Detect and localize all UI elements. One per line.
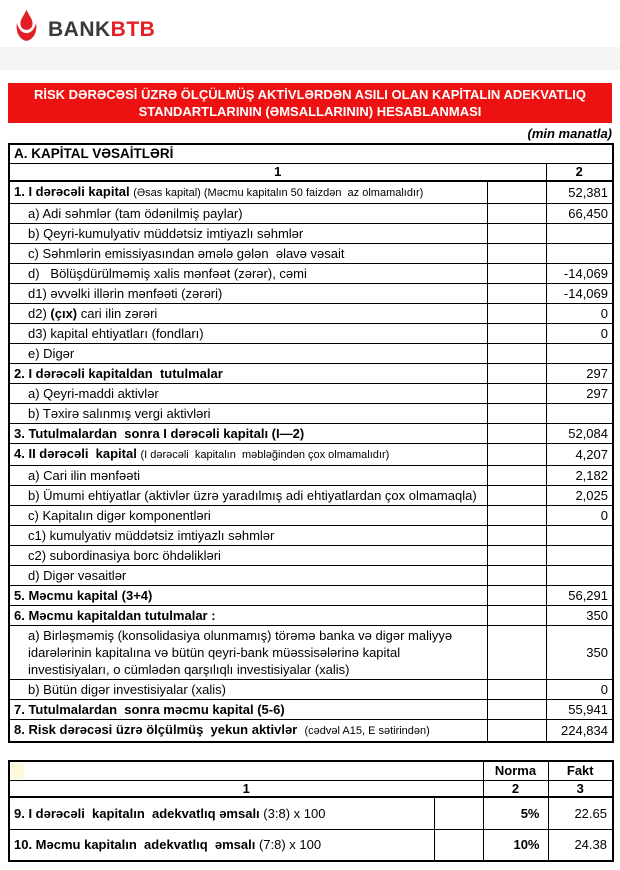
capital-table-row bbox=[9, 606, 613, 626]
label-text: b) Bütün digər investisiyalar (xalis) bbox=[28, 682, 226, 697]
row-spacer-cell bbox=[487, 700, 546, 720]
capital-table-row bbox=[9, 506, 613, 526]
row-value: 56,291 bbox=[546, 586, 613, 606]
capital-table-row bbox=[9, 720, 613, 743]
capital-table-row bbox=[9, 466, 613, 486]
row-label bbox=[9, 264, 487, 284]
label-bold-text: 2. I dərəcəli kapitaldan tutulmalar bbox=[14, 366, 223, 381]
capital-table-row bbox=[9, 680, 613, 700]
label-bold-text: 1. I dərəcəli kapital bbox=[14, 184, 134, 199]
row-value: 0 bbox=[546, 506, 613, 526]
label-text: d2) bbox=[28, 306, 51, 321]
capital-table-row bbox=[9, 626, 613, 680]
label-bold-text: (çıx) bbox=[50, 306, 78, 321]
capital-table-row bbox=[9, 264, 613, 284]
row-label bbox=[9, 181, 487, 204]
capital-table-row bbox=[9, 204, 613, 224]
row-norma-value: 10% bbox=[483, 829, 548, 861]
row-value bbox=[546, 526, 613, 546]
label-bold-text: 7. Tutulmalardan sonra məcmu kapital (5-6) bbox=[14, 702, 285, 717]
label-bold-text: 9. I dərəcəli kapitalın adekvatlıq əmsalı bbox=[14, 805, 264, 821]
row-label bbox=[9, 586, 487, 606]
row-value: 4,207 bbox=[546, 444, 613, 466]
ratio-header-empty-cell bbox=[9, 761, 483, 780]
label-bold-text: 8. Risk dərəcəsi üzrə ölçülmüş yekun aktivlər bbox=[14, 722, 305, 737]
row-value: -14,069 bbox=[546, 264, 613, 284]
row-spacer-cell bbox=[487, 284, 546, 304]
row-label bbox=[9, 797, 434, 829]
label-text: a) Qeyri-maddi aktivlər bbox=[28, 386, 159, 401]
row-value: 55,941 bbox=[546, 700, 613, 720]
label-text: e) Digər bbox=[28, 346, 75, 361]
row-value bbox=[546, 244, 613, 264]
report-title-line1: RİSK DƏRƏCƏSİ ÜZRƏ ÖLÇÜLMÜŞ AKTİVLƏRDƏN ASILI OLAN KAPİTALIN ADEKVATLIQ bbox=[33, 87, 587, 102]
row-spacer-cell bbox=[487, 526, 546, 546]
row-label bbox=[9, 304, 487, 324]
label-text: c) Kapitalın digər komponentləri bbox=[28, 508, 211, 523]
row-fakt-value: 24.38 bbox=[548, 829, 613, 861]
capital-table-row bbox=[9, 364, 613, 384]
label-bold-text: 6. Məcmu kapitaldan tutulmalar : bbox=[14, 608, 216, 623]
row-spacer-cell bbox=[487, 586, 546, 606]
col-number-1: 1 bbox=[9, 780, 483, 797]
row-spacer-cell bbox=[487, 324, 546, 344]
capital-table-row bbox=[9, 284, 613, 304]
row-spacer-cell bbox=[487, 506, 546, 526]
capital-table-row bbox=[9, 566, 613, 586]
row-value: 2,025 bbox=[546, 486, 613, 506]
label-text: d) Digər vəsaitlər bbox=[28, 568, 127, 583]
capital-table-row bbox=[9, 424, 613, 444]
capital-table-row bbox=[9, 700, 613, 720]
label-bold-text: 4. II dərəcəli kapital bbox=[14, 446, 141, 461]
row-label bbox=[9, 720, 487, 743]
col-header-1: 1 bbox=[9, 163, 546, 181]
capital-table-row bbox=[9, 586, 613, 606]
row-value bbox=[546, 566, 613, 586]
row-spacer-cell bbox=[487, 204, 546, 224]
row-value: 0 bbox=[546, 324, 613, 344]
row-spacer-cell bbox=[487, 264, 546, 284]
row-label bbox=[9, 526, 487, 546]
row-value: 0 bbox=[546, 304, 613, 324]
row-value: 297 bbox=[546, 364, 613, 384]
label-text: cari ilin zərəri bbox=[77, 306, 158, 321]
row-label bbox=[9, 204, 487, 224]
row-label bbox=[9, 344, 487, 364]
row-label bbox=[9, 680, 487, 700]
row-value: 350 bbox=[546, 606, 613, 626]
row-spacer-cell bbox=[434, 797, 483, 829]
row-spacer-cell bbox=[487, 384, 546, 404]
label-text: a) Cari ilin mənfəəti bbox=[28, 468, 140, 483]
row-label bbox=[9, 324, 487, 344]
row-label bbox=[9, 626, 487, 680]
section-title-row bbox=[9, 144, 613, 163]
capital-table-row bbox=[9, 486, 613, 506]
capital-table-row bbox=[9, 344, 613, 364]
label-text: a) Birləşməmiş (konsolidasiya olunmamış) törəmə banka və digər maliyyə idarələrinin kapitalına və bütün qeyri-bank müəssisələrinə kapital investisiyaları, o cümlədən qarşılıqlı investisiyalar (xalis) bbox=[28, 628, 456, 677]
row-spacer-cell bbox=[487, 444, 546, 466]
header-divider-band bbox=[0, 47, 620, 70]
row-value: 52,381 bbox=[546, 181, 613, 204]
row-label bbox=[9, 364, 487, 384]
ratio-table-row bbox=[9, 797, 613, 829]
col-number-3: 3 bbox=[548, 780, 613, 797]
row-spacer-cell bbox=[487, 424, 546, 444]
row-spacer-cell bbox=[487, 566, 546, 586]
row-value bbox=[546, 224, 613, 244]
label-small-text: (I dərəcəli kapitalın məbləğindən çox olmamalıdır) bbox=[140, 449, 390, 461]
row-spacer-cell bbox=[487, 680, 546, 700]
ratio-header-row bbox=[9, 761, 613, 780]
row-value: 297 bbox=[546, 384, 613, 404]
row-spacer-cell bbox=[487, 304, 546, 324]
row-spacer-cell bbox=[487, 364, 546, 384]
label-small-text: (cədvəl A15, E sətirindən) bbox=[304, 725, 430, 737]
col-header-2: 2 bbox=[546, 163, 613, 181]
row-label bbox=[9, 444, 487, 466]
row-spacer-cell bbox=[487, 404, 546, 424]
label-bold-text: 10. Məcmu kapitalın adekvatlıq əmsalı bbox=[14, 837, 259, 853]
capital-table-row bbox=[9, 181, 613, 204]
row-label bbox=[9, 506, 487, 526]
label-bold-text: 3. Tutulmalardan sonra I dərəcəli kapitalı (I—2) bbox=[14, 426, 305, 441]
capital-table bbox=[8, 143, 614, 743]
capital-table-row bbox=[9, 384, 613, 404]
label-small-text: (Əsas kapital) (Məcmu kapitalın 50 faizdən az olmamalıdır) bbox=[133, 187, 424, 199]
row-label bbox=[9, 606, 487, 626]
row-label bbox=[9, 404, 487, 424]
row-value: 350 bbox=[546, 626, 613, 680]
logo-bank-word: BANK bbox=[48, 17, 111, 41]
row-label bbox=[9, 284, 487, 304]
capital-table-row bbox=[9, 304, 613, 324]
label-text: b) Ümumi ehtiyatlar (aktivlər üzrə yaradılmış adi ehtiyatlardan çox olmamaqla) bbox=[28, 488, 477, 503]
row-spacer-cell bbox=[487, 486, 546, 506]
row-spacer-cell bbox=[487, 181, 546, 204]
row-spacer-cell bbox=[487, 720, 546, 743]
row-value: 0 bbox=[546, 680, 613, 700]
row-spacer-cell bbox=[487, 466, 546, 486]
row-label bbox=[9, 546, 487, 566]
row-value: 224,834 bbox=[546, 720, 613, 743]
capital-table-row bbox=[9, 444, 613, 466]
col-header-fakt: Fakt bbox=[548, 761, 613, 780]
row-label bbox=[9, 700, 487, 720]
col-header-norma: Norma bbox=[483, 761, 548, 780]
yellow-cell-mark bbox=[11, 763, 24, 779]
row-label bbox=[9, 384, 487, 404]
row-label bbox=[9, 486, 487, 506]
capital-table-row bbox=[9, 526, 613, 546]
row-value bbox=[546, 404, 613, 424]
ratio-table bbox=[8, 760, 614, 862]
ratio-table-row bbox=[9, 829, 613, 861]
label-text: d) Bölüşdürülməmiş xalis mənfəət (zərər), cəmi bbox=[28, 266, 307, 281]
label-bold-text: 5. Məcmu kapital (3+4) bbox=[14, 588, 153, 603]
row-value: 66,450 bbox=[546, 204, 613, 224]
row-label bbox=[9, 424, 487, 444]
label-text: c1) kumulyativ müddətsiz imtiyazlı səhmlər bbox=[28, 528, 275, 543]
label-text: b) Qeyri-kumulyativ müddətsiz imtiyazlı səhmlər bbox=[28, 226, 304, 241]
bank-logo-text bbox=[48, 15, 155, 40]
row-label bbox=[9, 466, 487, 486]
flame-icon bbox=[12, 9, 41, 45]
capital-table-row bbox=[9, 244, 613, 264]
row-spacer-cell bbox=[487, 626, 546, 680]
row-fakt-value: 22.65 bbox=[548, 797, 613, 829]
label-text: a) Adi səhmlər (tam ödənilmiş paylar) bbox=[28, 206, 243, 221]
label-text: d1) əvvəlki illərin mənfəəti (zərəri) bbox=[28, 286, 223, 301]
bank-logo bbox=[0, 0, 620, 46]
report-title-banner bbox=[8, 83, 612, 123]
row-spacer-cell bbox=[487, 546, 546, 566]
label-text: b) Təxirə salınmış vergi aktivləri bbox=[28, 406, 211, 421]
row-label bbox=[9, 829, 434, 861]
row-value: 52,084 bbox=[546, 424, 613, 444]
col-number-2: 2 bbox=[483, 780, 548, 797]
row-value bbox=[546, 546, 613, 566]
row-spacer-cell bbox=[434, 829, 483, 861]
label-text: d3) kapital ehtiyatları (fondları) bbox=[28, 326, 204, 341]
label-text: (3:8) x 100 bbox=[263, 805, 326, 821]
logo-btb-word: BTB bbox=[110, 17, 156, 41]
row-label bbox=[9, 244, 487, 264]
row-value: 2,182 bbox=[546, 466, 613, 486]
capital-table-row bbox=[9, 546, 613, 566]
label-text: (7:8) x 100 bbox=[258, 837, 322, 853]
row-label bbox=[9, 566, 487, 586]
label-text: c) Səhmlərin emissiyasından əmələ gələn əlavə vəsait bbox=[28, 246, 345, 261]
ratio-col-number-row bbox=[9, 780, 613, 797]
unit-note: (min manatla) bbox=[527, 126, 612, 141]
label-text: c2) subordinasiya borc öhdəlikləri bbox=[28, 548, 221, 563]
row-spacer-cell bbox=[487, 606, 546, 626]
report-title-line2: STANDARTLARININ (ƏMSALLARININ) HESABLANMASI bbox=[138, 104, 482, 119]
row-label bbox=[9, 224, 487, 244]
row-norma-value: 5% bbox=[483, 797, 548, 829]
capital-table-row bbox=[9, 224, 613, 244]
row-value bbox=[546, 344, 613, 364]
capital-col-header-row bbox=[9, 163, 613, 181]
section-title: A. KAPİTAL VƏSAİTLƏRİ bbox=[9, 144, 613, 163]
row-value: -14,069 bbox=[546, 284, 613, 304]
capital-table-row bbox=[9, 404, 613, 424]
row-spacer-cell bbox=[487, 224, 546, 244]
row-spacer-cell bbox=[487, 344, 546, 364]
capital-table-row bbox=[9, 324, 613, 344]
row-spacer-cell bbox=[487, 244, 546, 264]
